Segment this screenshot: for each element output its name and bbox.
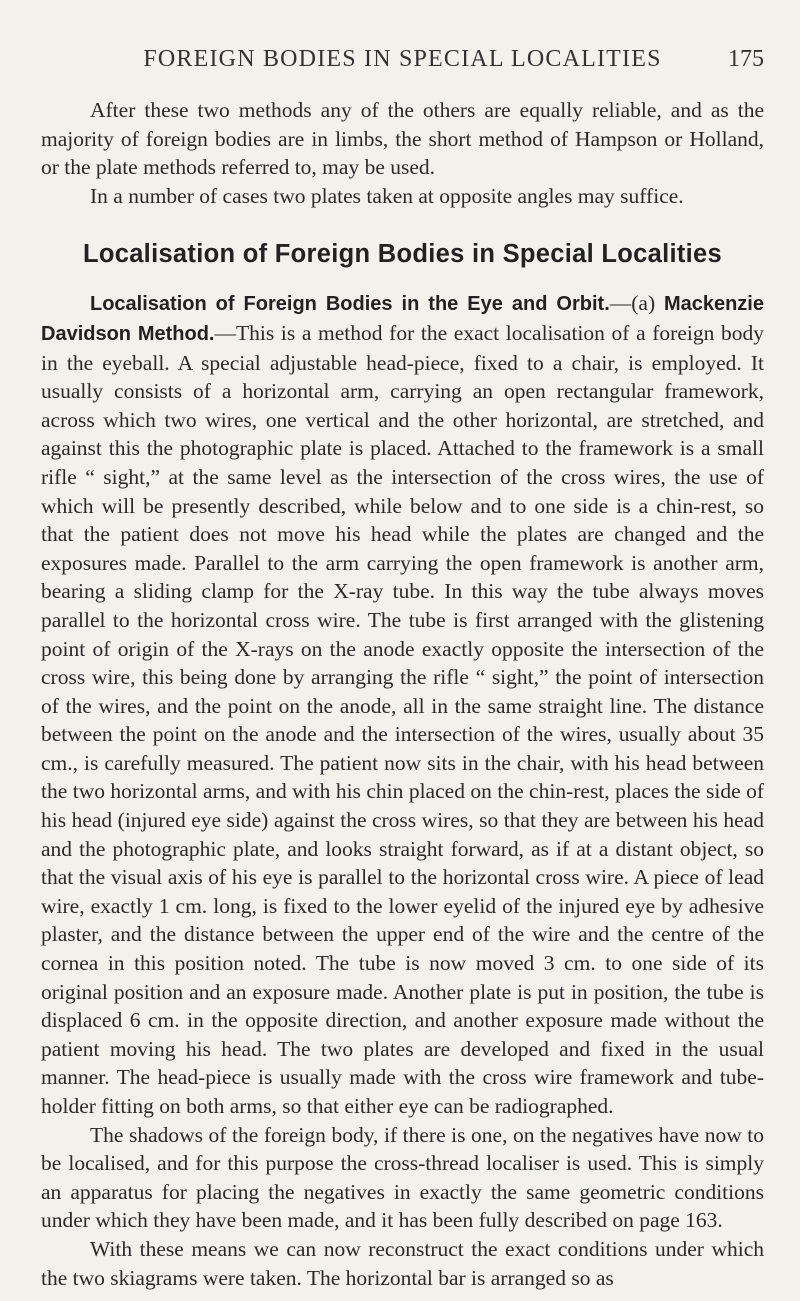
- running-head: [41, 0, 764, 96]
- paragraph-5: With these means we can now reconstruct the exact conditions under which the two skiagrams were taken. The horizontal bar is arranged so as: [41, 1236, 764, 1290]
- paragraph-3: [41, 289, 764, 1120]
- running-title: FOREIGN BODIES IN SPECIAL LOCALITIES: [143, 46, 662, 72]
- paragraph-3-text: —This is a method for the exact localisation of a foreign body in the eyeball. A special adjustable head-piece, fixed to a chair, is employed. It usually consists of a horizontal arm, carrying an open rectangular framework, across which two wires, one vertical and the other horizontal, are stretched, and against this the photographic plate is placed. Attached to the framework is a small rifle “ sight,” at the same level as the intersection of the cross wires, the use of which will be presently described, while below and to one side is a chin-rest, so that the patient does not move his head while the plates are changed and the exposures made. Parallel to the arm carrying the open framework is another arm, bearing a sliding clamp for the X-ray tube. In this way the tube always moves parallel to the horizontal cross wire. The tube is first arranged with the glistening point of origin of the X-rays on the anode exactly opposite the intersection of the cross wire, this being done by arranging the rifle “ sight,” the point of intersection of the wires, and the point on the anode, all in the same straight line. The distance between the point on the anode and the intersection of the wires, usually about 35 cm., is carefully measured. The patient now sits in the chair, with his head between the two horizontal arms, and with his chin placed on the chin-rest, places the side of his head (injured eye side) against the cross wires, so that they are between his head and the photographic plate, and looks straight forward, as if at a distant object, so that the visual axis of his eye is parallel to the horizontal cross wire. A piece of lead wire, exactly 1 cm. long, is fixed to the lower eyelid of the injured eye by adhesive plaster, and the distance between the upper end of the wire and the centre of the cornea in this position noted. The tube is now moved 3 cm. to one side of its original position and an exposure made. Another plate is put in position, the tube is displaced 6 cm. in the opposite direction, and another exposure made without the patient moving his head. The two plates are developed and fixed in the usual manner. The head-piece is usually made with the cross wire framework and tube-holder fitting on both arms, so that either eye can be radiographed.: [41, 320, 764, 1118]
- paragraph-4: The shadows of the foreign body, if there is one, on the negatives have now to be localised, and for this purpose the cross-thread localiser is used. This is simply an apparatus for placing the negatives in exactly the same geometric conditions under which they have been made, and it has been fully described on page 163.: [41, 1122, 764, 1233]
- subsection-heading: Localisation of Foreign Bodies in the Eye and Orbit.: [90, 293, 610, 316]
- method-heading: Mackenzie Davidson Method.: [41, 293, 764, 345]
- subsection-item-label: —(a): [609, 291, 656, 316]
- page-number: 175: [728, 46, 764, 72]
- paragraph-2: In a number of cases two plates taken at opposite angles may suffice.: [90, 183, 684, 208]
- paragraph-1: After these two methods any of the others are equally reliable, and as the majority of foreign bodies are in limbs, the short method of Hampson or Holland, or the plate methods referred to, may be used.: [41, 98, 764, 180]
- section-heading: Localisation of Foreign Bodies in Special Localities: [82, 240, 723, 269]
